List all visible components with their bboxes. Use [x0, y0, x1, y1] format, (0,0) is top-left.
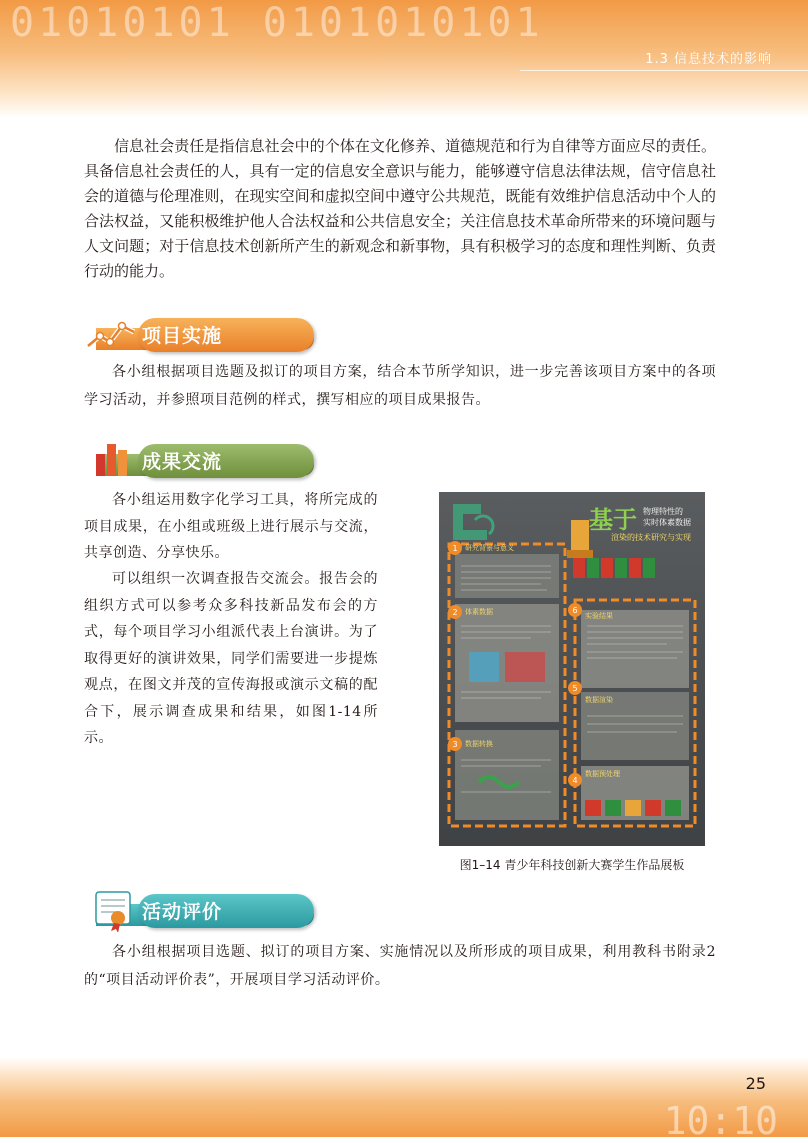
certificate-icon [82, 888, 142, 932]
trend-line-icon [82, 312, 142, 356]
panel-number: 1 [452, 544, 458, 553]
evaluation-paragraph: 各小组根据项目选题、拟订的项目方案、实施情况以及所形成的项目成果，利用教科书附录2的“项目活动评价表”，开展项目学习活动评价。 [84, 944, 716, 988]
binary-decoration: 01010101 0101010101 [10, 0, 544, 46]
panel-label: 数据渲染 [585, 696, 613, 704]
poster-image [439, 492, 705, 846]
panel-number: 5 [572, 684, 578, 693]
panel-label: 数据转换 [465, 740, 493, 748]
evaluation-heading [78, 888, 478, 932]
header-rule [520, 70, 808, 71]
poster-title-big: 基于 [589, 506, 637, 534]
heading-title: 项目实施 [142, 325, 223, 347]
share-paragraph-1: 各小组运用数字化学习工具，将所完成的项目成果，在小组或班级上进行展示与交流，共享创造、分享快乐。 [84, 492, 378, 561]
poster-figure [439, 492, 705, 846]
share-paragraph-2: 可以组织一次调查报告交流会。报告会的组织方式可以参考众多科技新品发布会的方式，每个项目学习小组派代表上台演讲。为了取得更好的演讲效果，同学们需要进一步提炼观点，在图文并茂的宣传海报或演示文稿的配合下，展示调查成果和结果，如图1-14所示。 [84, 571, 378, 746]
panel-number: 3 [452, 740, 458, 749]
panel-number: 6 [572, 606, 578, 615]
section-label: 1.3 信息技术的影响 [645, 52, 772, 67]
figure-caption: 图1–14 青少年科技创新大赛学生作品展板 [459, 858, 685, 872]
panel-label: 数据预处理 [585, 770, 620, 778]
poster-title-line: 物理特性的 [643, 507, 683, 516]
implementation-paragraph: 各小组根据项目选题及拟订的项目方案，结合本节所学知识，进一步完善该项目方案中的各项学习活动，并参照项目范例的样式，撰写相应的项目成果报告。 [84, 364, 716, 408]
panel-number: 4 [572, 776, 578, 785]
implementation-heading [78, 312, 478, 356]
heading-title: 成果交流 [142, 451, 223, 473]
poster-title-line: 渲染的技术研究与实现 [611, 533, 691, 542]
share-heading [78, 438, 478, 482]
panel-label: 研究背景与意义 [465, 544, 514, 552]
panel-label: 实验结果 [585, 612, 613, 620]
panel-label: 体素数据 [465, 608, 493, 616]
panel-number: 2 [452, 608, 458, 617]
heading-title: 活动评价 [142, 901, 223, 923]
digit-decoration: 10:10 [663, 1099, 778, 1143]
header-band [0, 0, 808, 118]
responsibility-paragraph: 信息社会责任是指信息社会中的个体在文化修养、道德规范和行为自律等方面应尽的责任。具备信息社会责任的人，具有一定的信息安全意识与能力，能够遵守信息法律法规，信守信息社会的道德与伦理准则，在现实空间和虚拟空间中遵守公共规范，既能有效维护信息活动中个人的合法权益，又能积极维护他人合法权益和公共信息安全；关注信息技术革命所带来的环境问题与人文问题；对于信息技术创新所产生的新观念和新事物，具有积极学习的态度和理性判断、负责行动的能力。 [84, 137, 716, 280]
poster-title-line: 实时体素数据 [643, 518, 691, 527]
footer-band [0, 1057, 808, 1143]
page-number: 25 [745, 1074, 766, 1093]
bar-chart-icon [82, 438, 142, 482]
